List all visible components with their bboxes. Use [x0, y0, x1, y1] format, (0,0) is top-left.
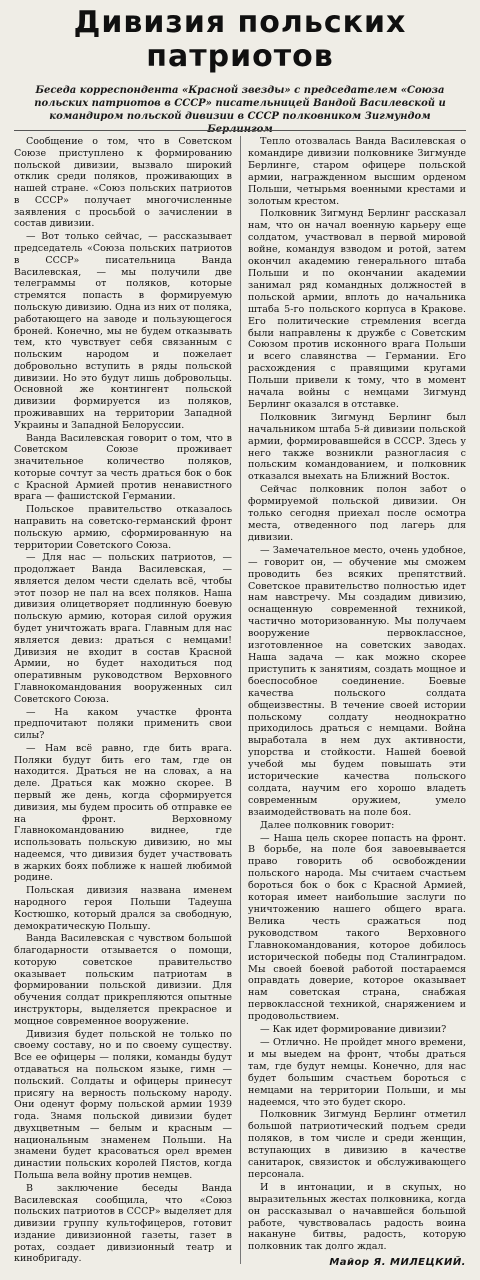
paragraph: В заключение беседы Ванда Василевская сообщила, что «Союз польских патриотов в СССР» выделяет для дивизии группу культофицеров, готовит издание дивизионной газеты, газет в ротах, создает дивизионный театр и кинобригаду.: [14, 1182, 232, 1265]
headline-line-2: патриотов: [146, 39, 334, 74]
right-column: [248, 136, 466, 1268]
paragraph: Ванда Василевская говорит о том, что в Советском Союзе проживает значительное количество поляков, которые сочтут за честь драться бок о бок с Красной Армией против ненавистного врага — фашистской Германии.: [14, 432, 232, 503]
headline-line-1: Дивизия польских: [73, 5, 407, 40]
paragraph: — Вот только сейчас, — рассказывает председатель «Союза польских патриотов в СССР» писательница Ванда Василевская, — мы получили две телеграммы от поляков, которые стремятся попасть в формируемую польскую дивизию. Одна из них от поляка, работающего на заводе и пользующегося броней. Конечно, мы не будем отказывать тем, кто чувствует себя связанным с польским народом и пожелает добровольно вступить в ряды польской дивизии. Но это будут лишь добровольцы. Основной же контингент польской дивизии формируется из поляков, проживавших на территории Западной Украины и Западной Белоруссии.: [14, 231, 232, 431]
paragraph: Полковник Зигмунд Берлинг отметил большой патриотический подъем среди поляков, в том числе и среди женщин, вступающих в дивизию в качестве санитарок, связисток и обслуживающего персонала.: [248, 1109, 466, 1180]
article-subheadline: Беседа корреспондента «Красной звезды» с председателем «Союза польских патриотов в СССР» писательницей Вандой Василевской и командиром польской дивизии в СССР полковником Зигмундом: [34, 85, 446, 122]
paragraph: Полковник Зигмунд Берлинг рассказал нам, что он начал военную карьеру еще солдатом, участвовал в первой мировой войне, командуя взводом и ротой, затем окончил академию генерального штаба Польши и по окончании академии занимал ряд командных должностей в польской армии, вплоть до начальника штаба 5-го польского корпуса в Кракове. Его политические стремления всегда были направлены к дружбе с Советским Союзом против исконного врага Польши и всего славянства — Германии. Его расхождения с правящими кругами Польши привели к тому, что в момент начала войны с немцами Зигмунд Берлинг оказался в отставке.: [248, 208, 466, 410]
column-divider: [240, 136, 241, 1264]
paragraph: Дивизия будет польской не только по своему составу, но и по своему существу. Все ее офицеры — поляки, команды будут отдаваться на польском языке, гимн — польский. Солдаты и офицеры принесут присягу на верность польскому народу. Они оденут форму польской армии 1939 года. Знамя польской дивизии будет двухцветным — белым и красным — национальным знаменем Польши. На знамени будет красоваться орел времен династии польских королей Пястов, когда Польша вела войну против немцев.: [14, 1028, 232, 1181]
paragraph: Сейчас полковник полон забот о формируемой польской дивизии. Он только сегодня приехал после осмотра места, отведенного под лагерь для дивизии.: [248, 484, 466, 543]
paragraph: — Нам всё равно, где бить врага. Поляки будут бить его там, где он находится. Драться не на словах, а на деле. Драться как можно скорее. В первый же день, когда сформируется дивизия, мы будем просить об отправке ее на фронт. Верховному Главнокомандованию виднее, где использовать польскую дивизию, но мы надеемся, что дивизия будет участвовать в жарких боях поближе к нашей любимой родине.: [14, 742, 232, 884]
header-rule: [14, 130, 466, 131]
paragraph: — Наша цель скорее попасть на фронт. В борьбе, на поле боя завоевывается право говорить об освобождении польского народа. Мы считаем счастьем бороться бок о бок с Красной Армией, которая имеет наибольшие заслуги по уничтожению нашего общего врага. Велика честь сражаться под руководством такого Верховного Главнокомандования, которое добилось исторической победы под Сталинградом. Мы своей боевой работой постараемся оправдать доверие, которое оказывает нам советская страна, снабжая первоклассной техникой, снаряжением и продовольствием.: [248, 832, 466, 1023]
paragraph: И в интонации, и в скупых, но выразительных жестах полковника, когда он рассказывал о начавшейся большой работе, чувствовалась радость воина накануне битвы, радость, которую полковник так долго ждал.: [248, 1181, 466, 1253]
paragraph: — Как идет формирование дивизии?: [260, 1024, 447, 1036]
paragraph: Далее полковник говорит:: [260, 819, 395, 831]
author-signature: Майор Я. МИЛЕЦКИЙ.: [329, 1257, 466, 1268]
left-column: [14, 136, 232, 1268]
paragraph: Польское правительство отказалось направить на советско-германский фронт польскую армию, сформированную на территории Советского Союза.: [14, 504, 232, 551]
paragraph: Полковник Зигмунд Берлинг был начальником штаба 5-й дивизии польской армии, формировавшейся в СССР. Здесь у него также возникли разногласия с польским командованием, и полковник отказался выехать на Ближний Восток.: [248, 411, 466, 483]
paragraph: — Для нас — польских патриотов, — продолжает Ванда Василевская, — является делом чести сделать всё, чтобы этот позор не пал на всех поляков. Наша дивизия олицетворяет подлинную боевую польскую армию, которая силой оружия будет уничтожать врага. Главным для нас является девиз: драться с немцами! Дивизия не входит в состав Красной Армии, но будет находиться под оперативным руководством Верховного Главнокомандования вооруженных сил Советского Союза.: [14, 552, 232, 705]
paragraph: — Отлично. Не пройдет много времени, и мы выедем на фронт, чтобы драться там, где будут немцы. Конечно, для нас будет большим счастьем бороться с немцами на территории Польши, и мы надеемся, что это будет скоро.: [248, 1036, 466, 1108]
paragraph: — На каком участке фронта предпочитают поляки применить свои силы?: [14, 706, 232, 742]
paragraph: — Замечательное место, очень удобное, — говорит он, — обучение мы сможем проводить без всяких препятствий. Советское правительство полностью идет нам навстречу. Мы создадим дивизию, оснащенную современной техникой, частично моторизованную. Мы получаем вооружение первоклассное, изготовленное на советских заводах. Наша задача — как можно скорее приступить к занятиям, создать мощное и боеспособное соединение. Боевые качества польского солдата общеизвестны. В течение своей истории польскому солдату неоднократно приходилось драться с немцами. Война выработала в нем дух активности, упорства и стойкости. Нашей боевой учебой мы будем повышать эти исторические качества польского солдата, научим его хорошо владеть современным оружием, умело взаимодействовать на поле боя.: [248, 544, 466, 818]
paragraph: Тепло отозвалась Ванда Василевская о командире дивизии полковнике Зигмунде Берлинге, старом офицере польской армии, награжденном высшим орденом Польши, четырьмя военными крестами и золотым крестом.: [248, 136, 466, 207]
paragraph: Ванда Василевская с чувством большой благодарности отзывается о помощи, которую советское правительство оказывает польским патриотам в формировании польской дивизии. Для обучения солдат прикрепляются опытные инструкторы, выделяется прекрасное и мощное современное вооружение.: [14, 933, 232, 1027]
paragraph: Сообщение о том, что в Советском Союзе приступлено к формированию польской дивизии, вызвало широкий отклик среди поляков, проживающих в нашей стране. «Союз польских патриотов в СССР» получает многочисленные заявления с просьбой о зачислении в состав дивизии.: [14, 136, 232, 230]
paragraph: Польская дивизия названа именем народного героя Польши Тадеуша Костюшко, который дрался за свободную, демократическую Польшу.: [14, 885, 232, 932]
